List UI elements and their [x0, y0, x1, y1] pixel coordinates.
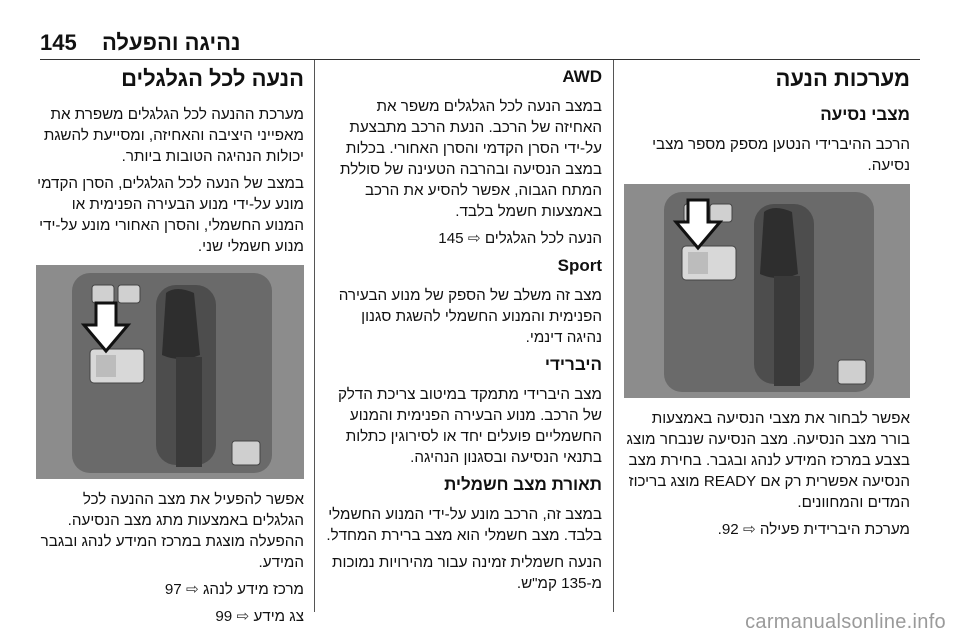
- cross-reference: מרכז מידע לנהג ⇨ 97: [164, 581, 304, 598]
- paragraph: מצב זה משלב של הספק של מנוע הבעירה הפנימית והמנוע החשמלי להשגת סגנון נהיגה דינמי.: [338, 287, 602, 346]
- arrow-icon: ⇨: [185, 581, 199, 598]
- heading-hybrid: היברידי: [544, 355, 602, 374]
- paragraph: אפשר לבחור את מצבי הנסיעה באמצעות בורר מצב הנסיעה. מצב הנסיעה שנבחר מוצג בצבע במרכז המידע לנהג ובגבר. בחירת מצב הנסיעה אפשרית רק אם READY מוצג בריכוז המדים והמחוונים.: [626, 410, 910, 511]
- paragraph: במצב זה, הרכב מונע על-ידי המנוע החשמלי בלבד. מצב חשמלי הוא מצב ברירת המחדל.: [326, 506, 602, 544]
- arrow-icon: ⇨: [236, 608, 250, 625]
- arrow-icon: ⇨: [742, 521, 756, 538]
- subsection-title: מצבי נסיעה: [820, 105, 910, 124]
- awd-selector-photo: [36, 265, 304, 479]
- column-divider-left: [314, 60, 315, 612]
- cross-reference: מערכת היברידית פעילה ⇨ 92.: [717, 521, 910, 538]
- column-all-wheel-drive: [36, 66, 304, 633]
- paragraph: הרכב ההיברידי הנטען מספק מספר מצבי נסיעה.: [652, 136, 910, 174]
- header-rule: [40, 59, 920, 60]
- section-title: הנעה לכל הגלגלים: [121, 66, 304, 91]
- paragraph: הנעה חשמלית זמינה עבור מהירויות נמוכות מ-135 קמ"ש.: [332, 554, 602, 592]
- page-header: [40, 30, 920, 54]
- heading-electric: תאורת מצב חשמלית: [444, 475, 602, 494]
- paragraph: מצב היברידי מתמקד במיטוב צריכת הדלק של הרכב. מנוע הבעירה הפנימית והמנוע החשמליים פועלים יחד או לסירוגין כתלות בתנאי הנסיעה ובסגנון הנהיגה.: [337, 386, 602, 466]
- arrow-icon: ⇨: [467, 230, 481, 247]
- drive-mode-selector-photo: [624, 184, 910, 398]
- cross-reference: צג מידע ⇨ 99: [215, 608, 304, 625]
- chapter-title: נהיגה והפעלה: [102, 30, 241, 55]
- section-title: מערכות הנעה: [775, 66, 910, 91]
- watermark: carmanualsonline.info: [745, 611, 946, 633]
- heading-awd: AWD: [562, 67, 602, 86]
- cross-reference: הנעה לכל הגלגלים ⇨ 145: [438, 230, 602, 247]
- page-number: 145: [40, 30, 77, 55]
- heading-sport: Sport: [557, 256, 602, 275]
- column-drive-systems: [624, 66, 910, 546]
- paragraph: אפשר להפעיל את מצב ההנעה לכל הגלגלים באמצעות מתג מצב הנסיעה. ההפעלה מוצגת במרכז המידע לנהג ובגבר המידע.: [40, 491, 304, 571]
- paragraph: מערכת ההנעה לכל הגלגלים משפרת את מאפייני היציבה והאחיזה, ומסייעת להשגת יכולות הנהיגה הטובות ביותר.: [43, 106, 304, 165]
- paragraph: במצב הנעה לכל הגלגלים משפר את האחיזה של הרכב. הנעת הרכב מתבצעת על-ידי הסרן הקדמי והסרן האחורי. בכלות במצב הנסיעה ובהרבה הטעינה של סוללת המתח הגבוה, אפשר להסיע את הרכב באמצעות חשמל בלבד.: [340, 98, 602, 220]
- column-divider-right: [613, 60, 614, 612]
- column-drive-modes: [326, 66, 602, 600]
- paragraph: במצב של הנעה לכל הגלגלים, הסרן הקדמי מונע על-ידי מנוע הבעירה הפנימית או המנוע החשמלי, והסרן האחורי מונע על-ידי מנוע חשמלי שני.: [37, 175, 304, 255]
